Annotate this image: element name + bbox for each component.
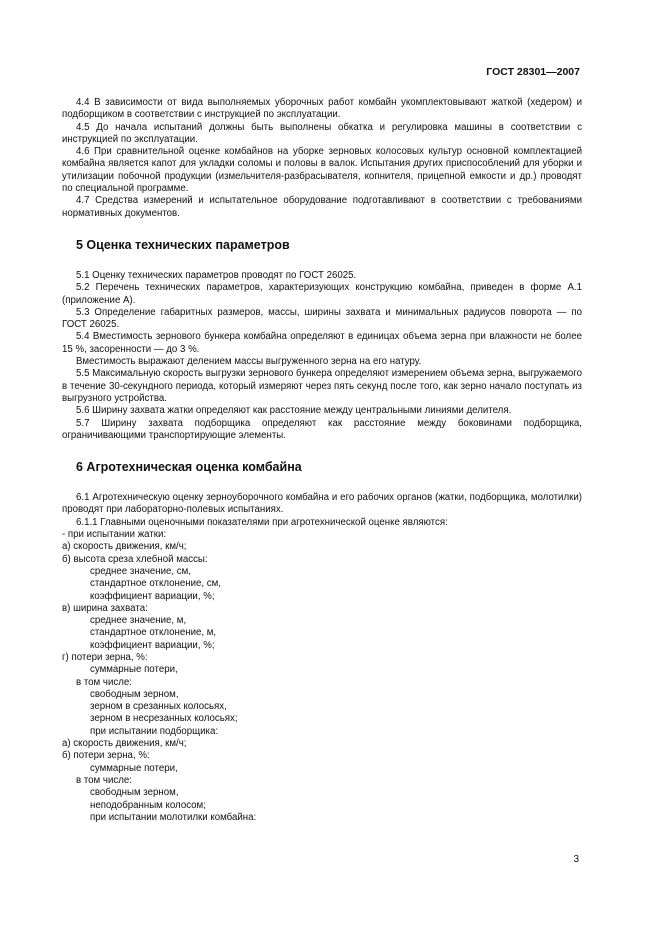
section-6-body (62, 492, 582, 824)
paragraph: 4.5 До начала испытаний должны быть выполнены обкатка и регулировка машины в соответствии с инструкцией по эксплуатации. (62, 121, 582, 145)
paragraph: 5.6 Ширину захвата жатки определяют как расстояние между центральными линиями делителя. (76, 405, 512, 417)
document-header: ГОСТ 28301—2007 (486, 66, 580, 78)
list-item: неподобранным колосом; (90, 799, 206, 811)
list-item: стандартное отклонение, м, (90, 627, 217, 639)
list-item: зерном в срезанных колосьях, (90, 701, 227, 713)
list-item: в том числе: (76, 676, 132, 688)
list-item: среднее значение, м, (90, 615, 187, 627)
list-item: зерном в несрезанных колосьях; (90, 713, 238, 725)
indicator-list (62, 529, 582, 824)
list-item: суммарные потери, (90, 762, 178, 774)
list-item: б) высота среза хлебной массы: (62, 553, 208, 565)
list-item: свободным зерном, (90, 787, 179, 799)
list-item: в) ширина захвата: (62, 602, 148, 614)
section-5-body (62, 270, 582, 442)
paragraph: 5.3 Определение габаритных размеров, массы, ширины захвата и минимальных радиусов поворота — по ГОСТ 26025. (62, 306, 582, 331)
list-item: стандартное отклонение, см, (90, 578, 221, 590)
list-item: - при испытании жатки: (62, 529, 167, 541)
list-item: б) потери зерна, %: (62, 750, 150, 762)
paragraph: 4.7 Средства измерений и испытательное оборудование подготавливают в соответствии с требованиями нормативных документов. (62, 195, 582, 219)
paragraph: 5.5 Максимальную скорость выгрузки зернового бункера определяют измерением объема зерна, выгружаемого в течение 30-секундного периода, который измеряют через пять секунд после того, как зерно начало поступать из выгрузного устройства. (62, 368, 582, 404)
paragraph: 4.6 При сравнительной оценке комбайнов на уборке зерновых колосовых культур основной комплектацией комбайна является капот для укладки соломы и половы в валок. Испытания других приспособлений для уборки и утилизации побочной продукции (измельчителя-разбрасывателя, копнителя, прицепной емкости и др.) проводят по специальной программе. (62, 146, 582, 195)
intro-block (62, 97, 582, 220)
list-item: а) скорость движения, км/ч; (62, 541, 187, 553)
paragraph: 5.7 Ширину захвата подборщика определяют как расстояние между боковинами подборщика, ограничивающими транспортирующие элементы. (62, 417, 582, 441)
list-item: свободным зерном, (90, 688, 179, 700)
list-item: при испытании молотилки комбайна: (90, 811, 257, 823)
list-item: коэффициент вариации, %; (90, 590, 215, 602)
section-5-title: 5 Оценка технических параметров (76, 237, 290, 252)
list-item: а) скорость движения, км/ч; (62, 738, 187, 750)
list-item: среднее значение, см, (90, 565, 192, 577)
paragraph: 5.4 Вместимость зернового бункера комбайна определяют в единицах объема зерна при влажности не более 15 %, засоренности — до 3 %. (62, 331, 582, 355)
list-item: суммарные потери, (90, 664, 178, 676)
paragraph: Вместимость выражают делением массы выгруженного зерна на его натуру. (76, 356, 422, 368)
list-item: в том числе: (76, 774, 132, 786)
list-item: г) потери зерна, %: (62, 651, 148, 663)
list-item: при испытании подборщика: (90, 725, 219, 737)
page-content (62, 97, 582, 824)
page-number: 3 (573, 854, 579, 865)
paragraph: 4.4 В зависимости от вида выполняемых уборочных работ комбайн укомплектовывают жаткой (хедером) и подборщиком в соответствии с инструкцией по эксплуатации. (62, 97, 582, 121)
list-item: коэффициент вариации, %; (90, 639, 215, 651)
paragraph: 6.1.1 Главными оценочными показателями при агротехнической оценке являются: (76, 516, 448, 528)
section-6-title: 6 Агротехническая оценка комбайна (76, 460, 302, 475)
paragraph: 5.1 Оценку технических параметров проводят по ГОСТ 26025. (76, 269, 357, 281)
paragraph: 5.2 Перечень технических параметров, характеризующих конструкцию комбайна, приведен в форме А.1 (приложение А). (62, 282, 582, 306)
paragraph: 6.1 Агротехническую оценку зерноуборочного комбайна и его рабочих органов (жатки, подборщика, молотилки) проводят при лабораторно-полевых испытаниях. (62, 492, 582, 516)
